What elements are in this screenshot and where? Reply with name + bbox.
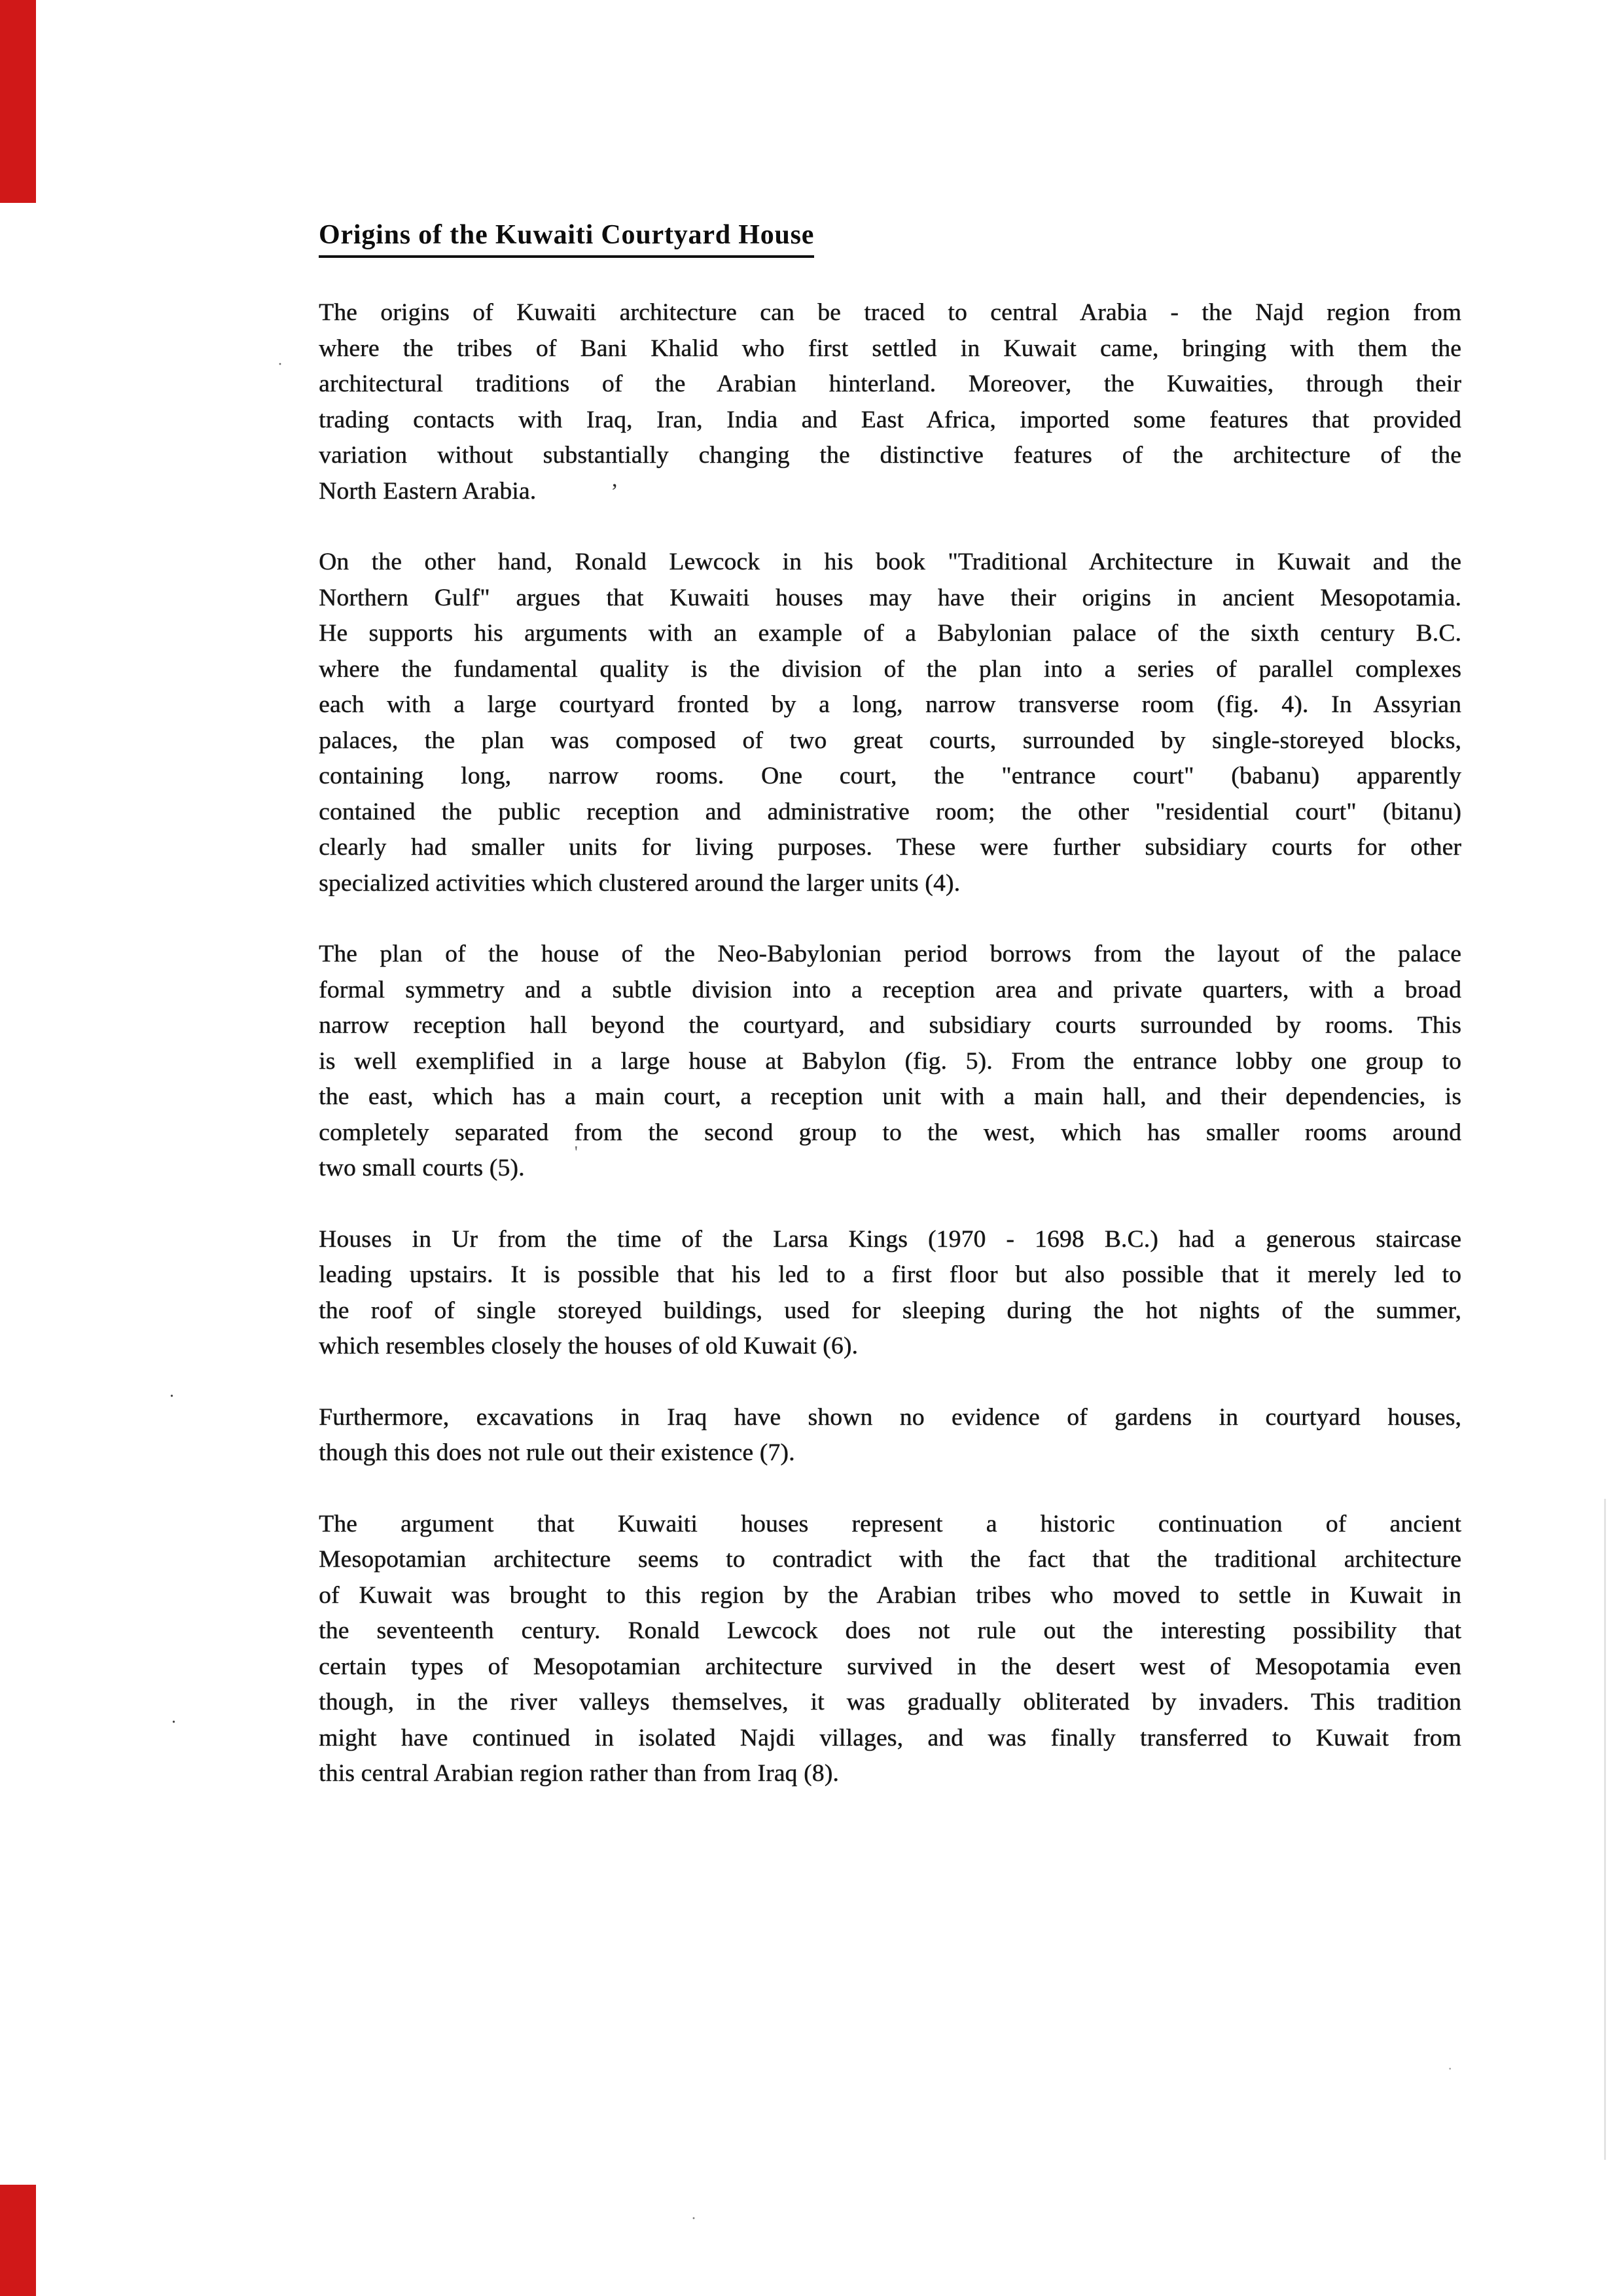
- document-title: [319, 218, 1461, 258]
- text-line: though this does not rule out their existence (7).: [319, 1439, 795, 1466]
- paragraph: [319, 1400, 1461, 1471]
- page-content: [319, 218, 1461, 1792]
- text-line: Furthermore, excavations in Iraq have shown no evidence of gardens in courtyard houses,: [319, 1403, 1461, 1431]
- text-line: narrow reception hall beyond the courtyard, and subsidiary courts surrounded by rooms. This: [319, 1012, 1461, 1039]
- paragraph: [319, 937, 1461, 1187]
- text-line: trading contacts with Iraq, Iran, India and East Africa, imported some features that provided: [319, 406, 1461, 433]
- scan-edge-red-stripe: [0, 2185, 36, 2296]
- text-line: containing long, narrow rooms. One court, the "entrance court" (babanu) apparently: [319, 762, 1461, 789]
- text-line: is well exemplified in a large house at Babylon (fig. 5). From the entrance lobby one group to: [319, 1047, 1461, 1075]
- text-line: of Kuwait was brought to this region by the Arabian tribes who moved to settle in Kuwait in: [319, 1581, 1461, 1609]
- paragraph: [319, 545, 1461, 901]
- text-line: this central Arabian region rather than from Iraq (8).: [319, 1760, 839, 1787]
- text-line: palaces, the plan was composed of two great courts, surrounded by single-storeyed blocks,: [319, 726, 1461, 754]
- text-line: variation without substantially changing the distinctive features of the architecture of the: [319, 442, 1461, 469]
- text-line: He supports his arguments with an example of a Babylonian palace of the sixth century B.C.: [319, 620, 1461, 647]
- text-line: certain types of Mesopotamian architecture survived in the desert west of Mesopotamia even: [319, 1653, 1461, 1680]
- paragraph: [319, 1507, 1461, 1792]
- text-line: each with a large courtyard fronted by a long, narrow transverse room (fig. 4). In Assyrian: [319, 691, 1461, 718]
- scan-speck: .: [169, 1381, 174, 1401]
- document-body: [319, 295, 1461, 1792]
- scan-edge-line: [1604, 1499, 1606, 2160]
- text-line: The argument that Kuwaiti houses represent a historic continuation of ancient: [319, 1510, 1461, 1537]
- scan-speck: ·: [691, 2210, 696, 2227]
- text-line: leading upstairs. It is possible that his led to a first floor but also possible that it merely led to: [319, 1261, 1461, 1288]
- text-line: though, in the river valleys themselves, it was gradually obliterated by invaders. This tradition: [319, 1689, 1461, 1715]
- scan-speck: ·: [1448, 2060, 1453, 2077]
- paragraph: [319, 295, 1461, 509]
- text-line: Houses in Ur from the time of the Larsa Kings (1970 - 1698 B.C.) had a generous staircase: [319, 1225, 1461, 1253]
- paragraph: [319, 1222, 1461, 1365]
- text-line: where the tribes of Bani Khalid who first settled in Kuwait came, bringing with them the: [319, 334, 1461, 362]
- text-line: architectural traditions of the Arabian hinterland. Moreover, the Kuwaities, through their: [319, 370, 1461, 397]
- scan-speck: .: [171, 1707, 176, 1727]
- text-line: Mesopotamian architecture seems to contradict with the fact that the traditional architecture: [319, 1546, 1461, 1573]
- text-line: formal symmetry and a subtle division into a reception area and private quarters, with a broad: [319, 976, 1461, 1003]
- text-line: North Eastern Arabia.: [319, 477, 537, 505]
- text-line: Northern Gulf" argues that Kuwaiti houses may have their origins in ancient Mesopotamia.: [319, 584, 1461, 611]
- scan-speck: ,: [612, 467, 618, 492]
- text-line: The origins of Kuwaiti architecture can be traced to central Arabia - the Najd region from: [319, 299, 1461, 326]
- text-line: two small courts (5).: [319, 1155, 525, 1181]
- text-line: where the fundamental quality is the division of the plan into a series of parallel complexes: [319, 655, 1461, 683]
- text-line: the roof of single storeyed buildings, used for sleeping during the hot nights of the summer,: [319, 1297, 1461, 1324]
- text-line: completely separated from the second group to the west, which has smaller rooms around: [319, 1119, 1461, 1146]
- text-line: The plan of the house of the Neo-Babylonian period borrows from the layout of the palace: [319, 941, 1461, 967]
- text-line: the seventeenth century. Ronald Lewcock does not rule out the interesting possibility that: [319, 1617, 1461, 1644]
- text-line: contained the public reception and administrative room; the other "residential court" (bitanu): [319, 798, 1461, 825]
- scan-edge-red-stripe: [0, 0, 36, 203]
- scan-speck: ·: [277, 356, 283, 373]
- text-line: the east, which has a main court, a reception unit with a main hall, and their dependencies, is: [319, 1083, 1461, 1110]
- document-title-text: Origins of the Kuwaiti Courtyard House: [319, 218, 814, 258]
- text-line: which resembles closely the houses of old Kuwait (6).: [319, 1333, 858, 1359]
- text-line: On the other hand, Ronald Lewcock in his book "Traditional Architecture in Kuwait and the: [319, 548, 1461, 575]
- text-line: specialized activities which clustered around the larger units (4).: [319, 869, 961, 897]
- scan-speck: ': [575, 1143, 578, 1162]
- text-line: clearly had smaller units for living purposes. These were further subsidiary courts for other: [319, 834, 1461, 861]
- text-line: might have continued in isolated Najdi villages, and was finally transferred to Kuwait from: [319, 1724, 1461, 1751]
